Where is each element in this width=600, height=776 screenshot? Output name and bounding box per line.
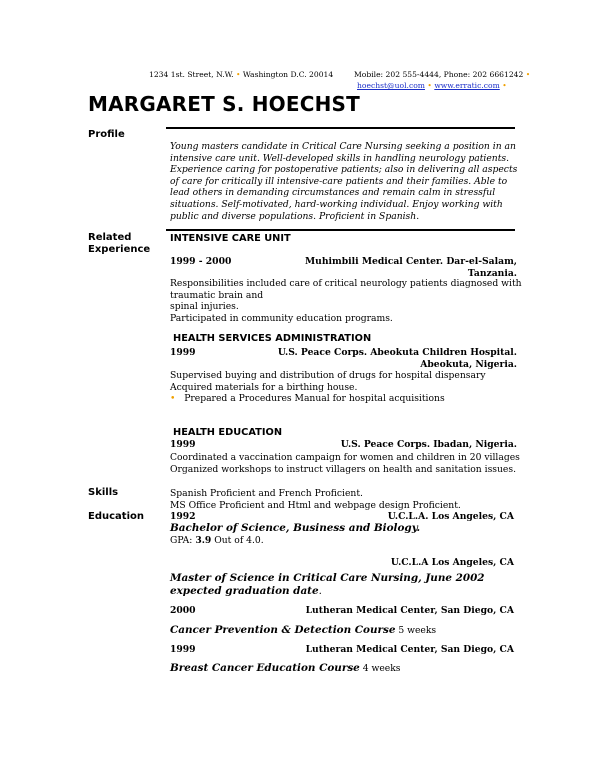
profile-text: Young masters candidate in Critical Care Nursing seeking a position in an intensive care unit. Well-developed skills in handling neurology patients. Experience caring for postoperative patients; also in delivering all aspects of care for critically ill intensive-care patients and their families. Able to lead others in demanding circumstances and remain calm in stressful situations. Self-motivated, hard-working individual. Enjoy working with public and diverse populations. Proficient in Spanish. [170,141,518,222]
section-label-profile: Profile [88,129,125,140]
edu-year: 2000 [170,605,196,616]
edu-year: 1992 [170,511,196,522]
job-place: U.S. Peace Corps. Abeokuta Children Hospital. Abeokuta, Nigeria. [277,347,517,370]
job-year: 1999 [170,439,196,450]
edu-degree: Master of Science in Critical Care Nursing, June 2002 expected graduation date. [170,572,485,597]
experience-rule [166,229,515,231]
bullet-list-item: • Prepared a Procedures Manual for hospital acquisitions [170,393,445,404]
person-name: MARGARET S. HOECHST [88,92,360,116]
job-place: U.S. Peace Corps. Ibadan, Nigeria. [340,439,517,450]
job-year: 1999 - 2000 [170,256,232,267]
website-link[interactable]: www.erratic.com [434,81,500,90]
contact-address: 1234 1st. Street, N.W. • Washington D.C. 20014 [149,70,334,79]
edu-place: U.C.L.A Los Angeles, CA [390,557,514,568]
job-place: Muhimbili Medical Center. Dar-el-Salam, Tanzania. [305,256,517,279]
job-title: INTENSIVE CARE UNIT [170,233,291,244]
edu-year: 1999 [170,644,196,655]
job-year: 1999 [170,347,196,358]
section-label-experience: Related Experience [88,232,151,255]
job-title: HEALTH EDUCATION [173,427,283,438]
edu-place: Lutheran Medical Center, San Diego, CA [305,605,514,616]
contact-phones: Mobile: 202 555-4444, Phone: 202 6661242 • [354,70,531,79]
contact-links: hoechst@uol.com • www.erratic.com • [357,81,507,90]
section-label-education: Education [88,511,144,522]
edu-gpa: GPA: 3.9 Out of 4.0. [170,535,264,546]
section-label-skills: Skills [88,487,119,498]
edu-degree: Bachelor of Science, Business and Biology. [170,522,421,534]
job-description: Supervised buying and distribution of drugs for hospital dispensary Acquired materials for a birthing house. [170,370,486,393]
profile-rule [166,127,515,129]
job-description: Coordinated a vaccination campaign for women and children in 20 villages Organized workshops to instruct villagers on health and sanitation issues. [170,452,520,475]
skills-list: Spanish Proficient and French Proficient. MS Office Proficient and Html and webpage design Proficient. [170,488,461,511]
job-description: Responsibilities included care of critical neurology patients diagnosed with traumatic brain and spinal injuries. Participated in community education programs. [170,278,522,324]
edu-course: Cancer Prevention & Detection Course 5 weeks [170,624,437,636]
bullet-icon: • [170,393,176,404]
email-link[interactable]: hoechst@uol.com [357,81,425,90]
edu-place: Lutheran Medical Center, San Diego, CA [305,644,514,655]
edu-place: U.C.L.A. Los Angeles, CA [387,511,514,522]
edu-course: Breast Cancer Education Course 4 weeks [170,662,401,674]
job-title: HEALTH SERVICES ADMINISTRATION [173,333,372,344]
